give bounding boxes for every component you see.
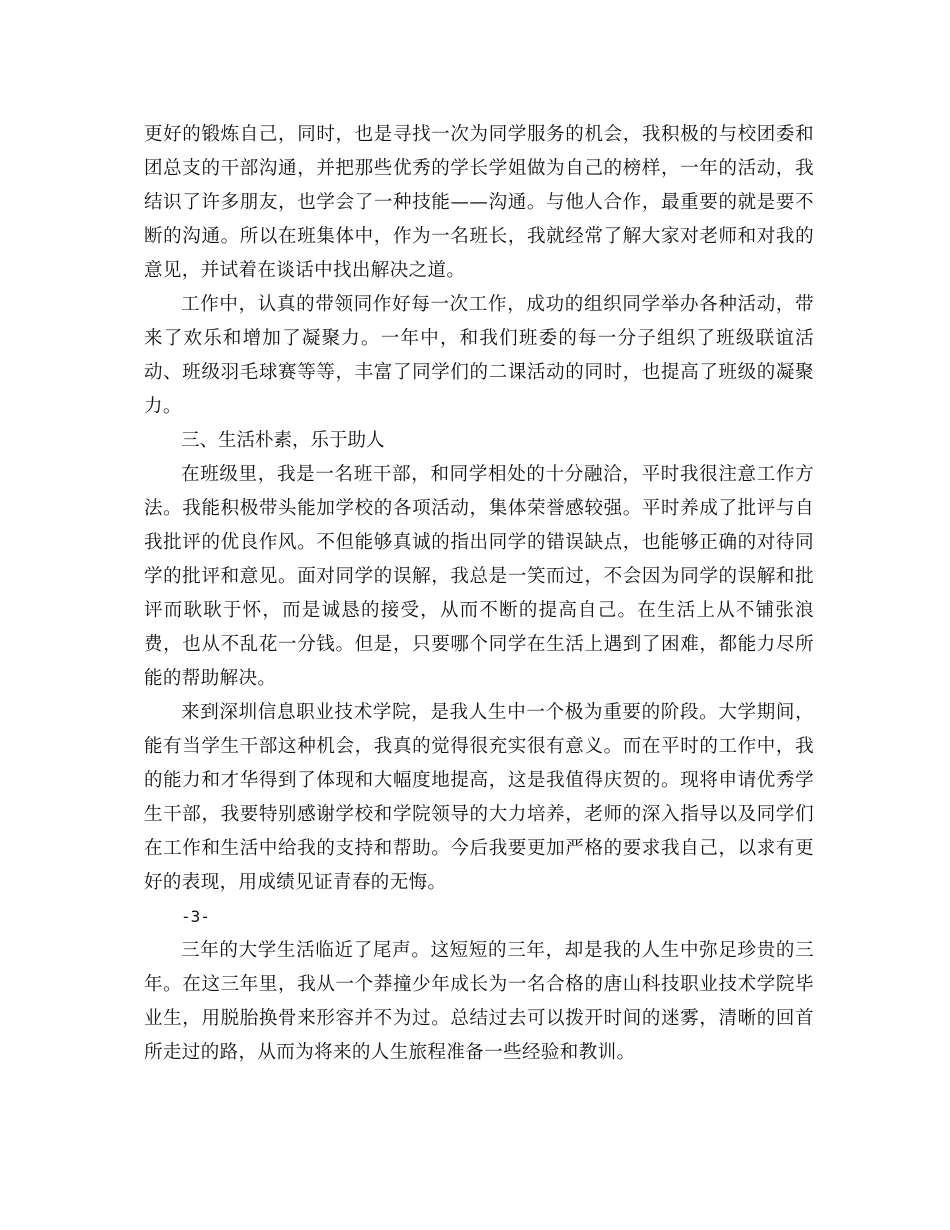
page-number: -3- [181, 907, 210, 926]
paragraph-three-years: 三年的大学生活临近了尾声。这短短的三年，却是我的人生中弥足珍贵的三年。在这三年里，我从一个莽撞少年成长为一名合格的唐山科技职业技术学院毕业生，用脱胎换骨来形容并不为过。总结过去可以拨开时间的迷雾，清晰的回首所走过的路，从而为将来的人生旅程准备一些经验和教训。 [144, 940, 814, 1063]
paragraph-work: 工作中，认真的带领同作好每一次工作，成功的组织同学举办各种活动，带来了欢乐和增加了凝聚力。一年中，和我们班委的每一分子组织了班级联谊活动、班级羽毛球赛等等，丰富了同学们的二课活动的同时，也提高了班级的凝聚力。 [144, 294, 814, 417]
paragraph-college: 来到深圳信息职业技术学院，是我人生中一个极为重要的阶段。大学期间，能有当学生干部这种机会，我真的觉得很充实很有意义。而在平时的工作中，我的能力和才华得到了体现和大幅度地提高，这是我值得庆贺的。现将申请优秀学生干部，我要特别感谢学校和学院领导的大力培养，老师的深入指导以及同学们在工作和生活中给我的支持和帮助。今后我要更加严格的要求我自己，以求有更好的表现，用成绩见证青春的无悔。 [144, 702, 814, 893]
section-heading-life: 三、生活朴素，乐于助人 [181, 430, 385, 451]
paragraph-communication: 更好的锻炼自己，同时，也是寻找一次为同学服务的机会，我积极的与校团委和团总支的干部沟通，并把那些优秀的学长学姐做为自己的榜样，一年的活动，我结识了许多朋友，也学会了一种技能——沟通。与他人合作，最重要的就是要不断的沟通。所以在班集体中，作为一名班长，我就经常了解大家对老师和对我的意见，并试着在谈话中找出解决之道。 [144, 124, 814, 281]
paragraph-class: 在班级里，我是一名班干部，和同学相处的十分融洽，平时我很注意工作方法。我能积极带头能加学校的各项活动，集体荣誉感较强。平时养成了批评与自我批评的优良作风。不但能够真诚的指出同学的错误缺点，也能够正确的对待同学的批评和意见。面对同学的误解，我总是一笑而过，不会因为同学的误解和批评而耿耿于怀，而是诚恳的接受，从而不断的提高自己。在生活上从不铺张浪费，也从不乱花一分钱。但是，只要哪个同学在生活上遇到了困难，都能力尽所能的帮助解决。 [144, 464, 814, 689]
document-body [144, 118, 814, 1070]
